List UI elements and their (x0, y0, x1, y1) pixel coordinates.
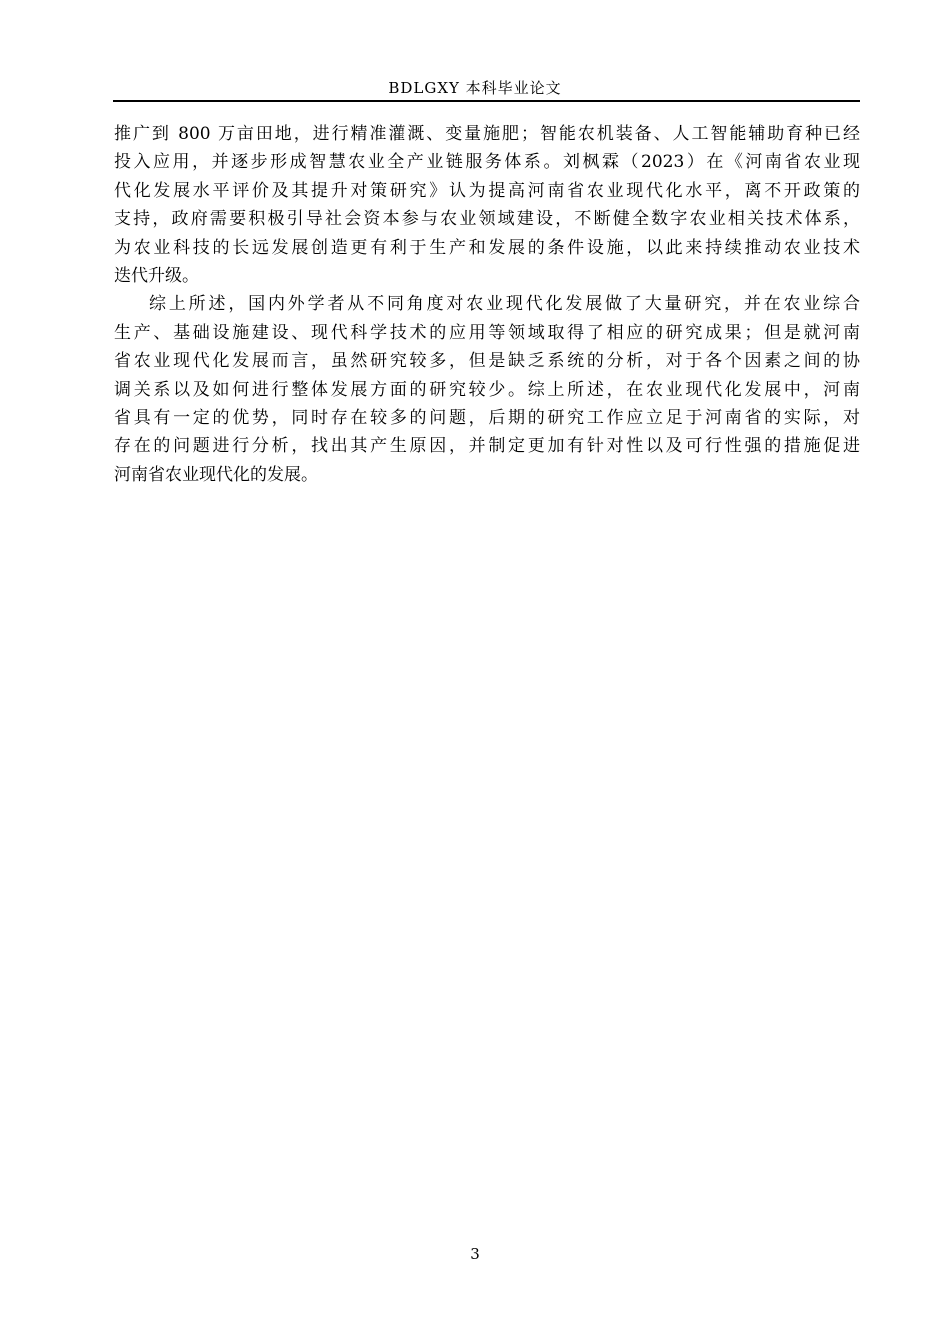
text-line: 迭代升级。 (114, 265, 199, 286)
text-line: 河南省农业现代化的发展。 (114, 464, 318, 485)
paragraph-2 (114, 290, 860, 489)
page-number: 3 (470, 1245, 480, 1263)
text-line: 推广到 800 万亩田地，进行精准灌溉、变量施肥；智能农机装备、人工智能辅助育种已经 (114, 124, 860, 144)
text-line: 为农业科技的长远发展创造更有利于生产和发展的条件设施，以此来持续推动农业技术 (114, 237, 860, 258)
text-line: 生产、基础设施建设、现代科学技术的应用等领域取得了相应的研究成果；但是就河南 (114, 322, 860, 343)
text-line: 综上所述，国内外学者从不同角度对农业现代化发展做了大量研究，并在农业综合 (149, 294, 860, 315)
text-line: 存在的问题进行分析，找出其产生原因，并制定更加有针对性以及可行性强的措施促进 (114, 436, 860, 457)
paragraph-1 (114, 120, 860, 290)
text-line: 代化发展水平评价及其提升对策研究》认为提高河南省农业现代化水平，离不开政策的 (114, 180, 860, 201)
text-line: 调关系以及如何进行整体发展方面的研究较少。综上所述，在农业现代化发展中，河南 (114, 379, 860, 400)
text-line: 省具有一定的优势，同时存在较多的问题，后期的研究工作应立足于河南省的实际，对 (114, 407, 860, 428)
text-line: 支持，政府需要积极引导社会资本参与农业领域建设，不断健全数字农业相关技术体系， (114, 209, 860, 230)
header-divider (113, 100, 860, 102)
text-line: 投入应用，并逐步形成智慧农业全产业链服务体系。刘枫霖（2023）在《河南省农业现 (114, 152, 860, 173)
body-text (114, 120, 860, 489)
text-line: 省农业现代化发展而言，虽然研究较多，但是缺乏系统的分析，对于各个因素之间的协 (114, 351, 860, 372)
running-header-title: BDLGXY 本科毕业论文 (388, 79, 562, 97)
